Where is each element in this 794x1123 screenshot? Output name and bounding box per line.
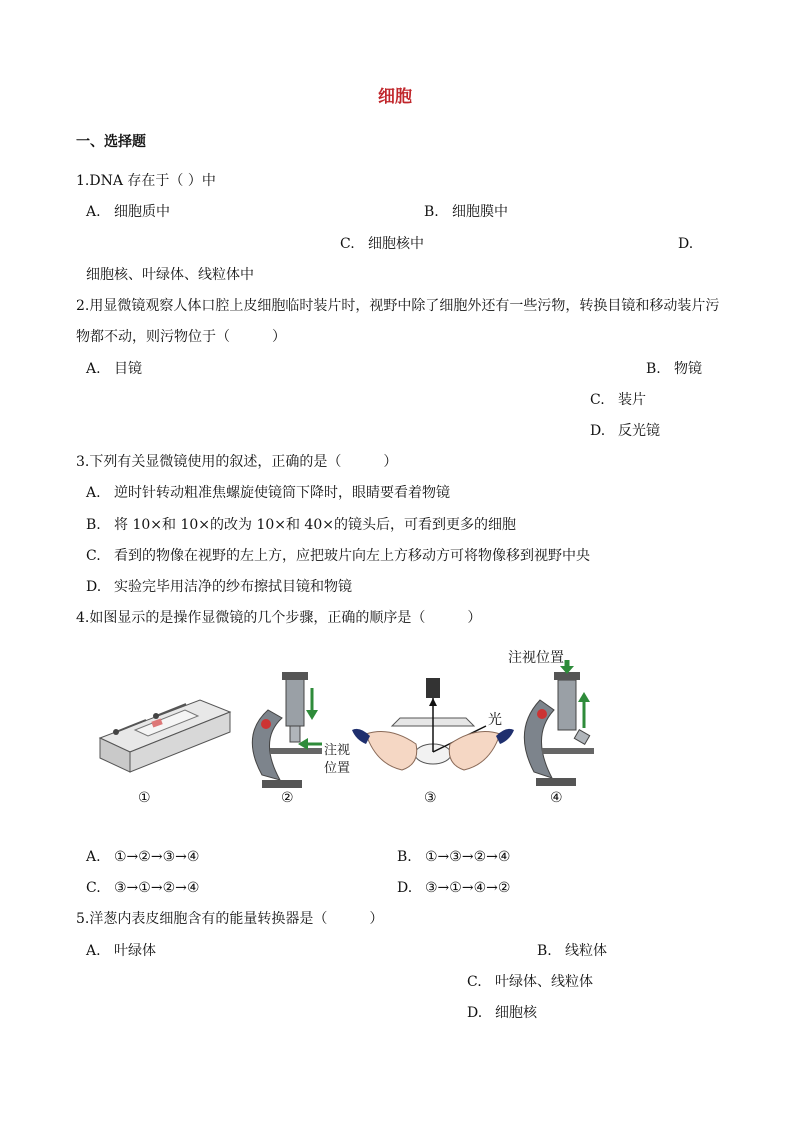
question-2-stem-line2: 物都不动，则污物位于（ ） bbox=[76, 329, 286, 345]
q3-option-c[interactable] bbox=[86, 547, 590, 565]
step4-annotation: 注视位置 bbox=[508, 650, 564, 666]
option-letter: A. bbox=[86, 485, 101, 501]
option-text: ①→②→③→④ bbox=[114, 849, 200, 865]
option-letter: C. bbox=[590, 392, 605, 408]
step2-microscope-illustration bbox=[252, 672, 322, 788]
q5-option-b[interactable] bbox=[537, 942, 607, 960]
option-text: ③→①→②→④ bbox=[114, 880, 200, 896]
q2-option-a[interactable] bbox=[86, 360, 142, 378]
option-letter: B. bbox=[646, 361, 661, 377]
step4-microscope-illustration bbox=[524, 660, 594, 786]
option-text: 看到的物像在视野的左上方，应把玻片向左上方移动方可将物像移到视野中央 bbox=[114, 548, 590, 564]
option-text: 叶绿体、线粒体 bbox=[495, 974, 593, 990]
option-letter: C. bbox=[340, 236, 355, 252]
q4-option-b[interactable] bbox=[397, 848, 510, 866]
option-text: 目镜 bbox=[114, 361, 142, 377]
q2-option-d[interactable] bbox=[590, 422, 660, 440]
option-letter: B. bbox=[424, 204, 439, 220]
option-letter: D. bbox=[86, 579, 102, 595]
option-text: 装片 bbox=[618, 392, 646, 408]
q4-option-d[interactable] bbox=[397, 879, 510, 897]
step2-annotation-line2: 位置 bbox=[324, 761, 351, 776]
option-text: 细胞膜中 bbox=[452, 204, 508, 220]
q3-option-d[interactable] bbox=[86, 578, 352, 596]
step2-annotation-line1: 注视 bbox=[324, 743, 351, 758]
q1-option-a[interactable] bbox=[86, 203, 170, 221]
option-letter: D. bbox=[590, 423, 606, 439]
q4-option-c[interactable] bbox=[86, 879, 199, 897]
option-text: 细胞核 bbox=[495, 1005, 537, 1021]
step2-label: ② bbox=[281, 790, 294, 806]
option-letter: B. bbox=[86, 517, 101, 533]
option-letter: A. bbox=[86, 361, 101, 377]
option-letter: B. bbox=[537, 943, 552, 959]
question-2-stem-line1: 2.用显微镜观察人体口腔上皮细胞临时装片时，视野中除了细胞外还有一些污物，转换目镜和移动装片污 bbox=[76, 298, 720, 314]
step4-label: ④ bbox=[550, 790, 563, 806]
option-text: ①→③→②→④ bbox=[425, 849, 511, 865]
option-letter: C. bbox=[86, 548, 101, 564]
microscope-steps-figure bbox=[90, 640, 710, 820]
step1-stage-illustration bbox=[100, 700, 230, 772]
q1-option-b[interactable] bbox=[424, 203, 508, 221]
option-text: 反光镜 bbox=[618, 423, 660, 439]
option-text: ③→①→④→② bbox=[425, 880, 511, 896]
option-letter: A. bbox=[86, 943, 101, 959]
option-text: 叶绿体 bbox=[114, 943, 156, 959]
option-text: 逆时针转动粗准焦螺旋使镜筒下降时，眼睛要看着物镜 bbox=[114, 485, 450, 501]
step3-annotation-light: 光 bbox=[488, 712, 502, 728]
q2-option-c[interactable] bbox=[590, 391, 646, 409]
option-letter: A. bbox=[86, 204, 101, 220]
option-letter: D. bbox=[397, 880, 413, 896]
q1-option-d-text[interactable]: 细胞核、叶绿体、线粒体中 bbox=[86, 267, 254, 283]
q1-option-c[interactable] bbox=[340, 235, 424, 253]
q3-option-a[interactable] bbox=[86, 484, 450, 502]
option-letter: D. bbox=[678, 236, 694, 252]
option-letter: C. bbox=[86, 880, 101, 896]
option-text: 将 10×和 10×的改为 10×和 40×的镜头后，可看到更多的细胞 bbox=[114, 517, 516, 533]
q5-option-c[interactable] bbox=[467, 973, 593, 991]
question-1-stem: 1.DNA 存在于（ ）中 bbox=[76, 173, 216, 189]
q3-option-b[interactable] bbox=[86, 516, 516, 534]
page-title: 细胞 bbox=[378, 87, 412, 107]
q5-option-d[interactable] bbox=[467, 1004, 537, 1022]
q5-option-a[interactable] bbox=[86, 942, 156, 960]
option-text: 细胞质中 bbox=[114, 204, 170, 220]
option-text: 细胞核中 bbox=[368, 236, 424, 252]
q2-option-b[interactable] bbox=[646, 360, 702, 378]
option-letter: B. bbox=[397, 849, 412, 865]
option-letter: D. bbox=[467, 1005, 483, 1021]
option-text: 物镜 bbox=[674, 361, 702, 377]
q1-option-d[interactable] bbox=[678, 235, 693, 253]
step1-label: ① bbox=[138, 790, 151, 806]
section-heading: 一、选择题 bbox=[76, 134, 146, 150]
option-letter: C. bbox=[467, 974, 482, 990]
option-letter: A. bbox=[86, 849, 101, 865]
option-text: 线粒体 bbox=[565, 943, 607, 959]
question-5-stem: 5.洋葱内表皮细胞含有的能量转换器是（ ） bbox=[76, 911, 384, 927]
question-3-stem: 3.下列有关显微镜使用的叙述，正确的是（ ） bbox=[76, 454, 398, 470]
question-4-stem: 4.如图显示的是操作显微镜的几个步骤，正确的顺序是（ ） bbox=[76, 610, 482, 626]
q4-option-a[interactable] bbox=[86, 848, 199, 866]
option-text: 实验完毕用洁净的纱布擦拭目镜和物镜 bbox=[114, 579, 352, 595]
step3-label: ③ bbox=[424, 790, 437, 806]
